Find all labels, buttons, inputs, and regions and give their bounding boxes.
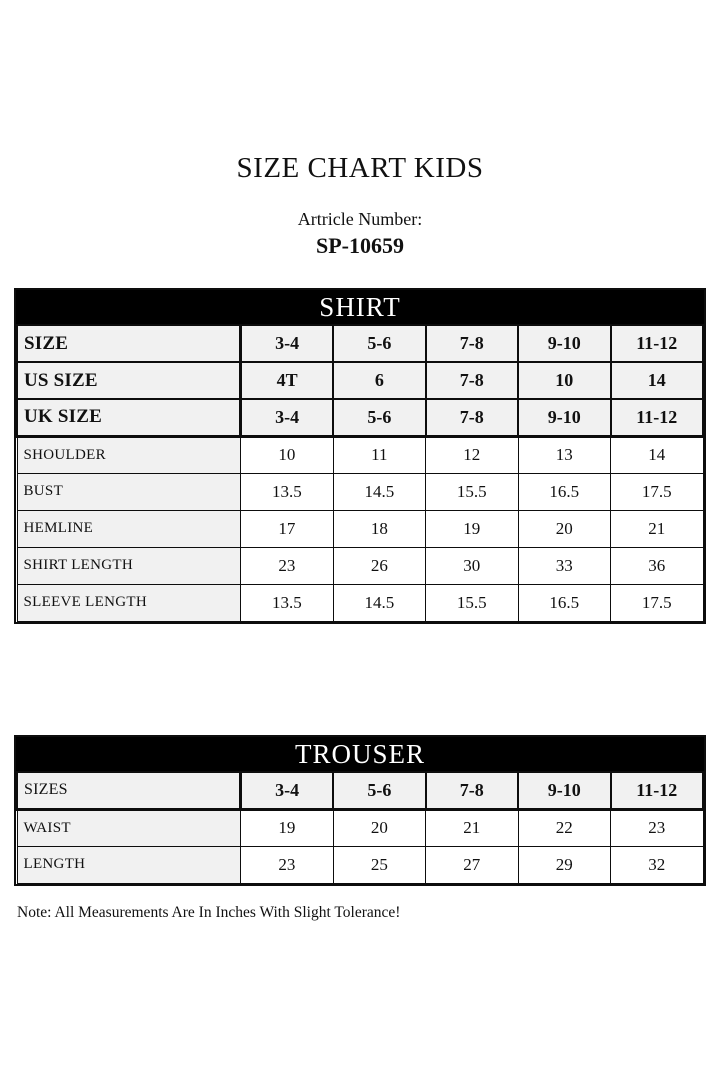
value-cell: 9-10 bbox=[518, 772, 610, 809]
value-cell: 10 bbox=[518, 362, 610, 399]
article-number-value: SP-10659 bbox=[316, 233, 404, 258]
shirt-table-banner: SHIRT bbox=[16, 290, 704, 324]
table-row bbox=[17, 325, 703, 362]
row-label: SHOULDER bbox=[17, 436, 241, 473]
value-cell: 23 bbox=[611, 809, 704, 846]
table-row bbox=[17, 362, 703, 399]
row-label: LENGTH bbox=[17, 846, 241, 883]
value-cell: 19 bbox=[241, 809, 333, 846]
value-cell: 30 bbox=[426, 547, 518, 584]
table-row bbox=[17, 510, 703, 547]
table-row bbox=[17, 473, 703, 510]
value-cell: 7-8 bbox=[426, 325, 518, 362]
value-cell: 25 bbox=[333, 846, 425, 883]
row-label: WAIST bbox=[17, 809, 241, 846]
value-cell: 14.5 bbox=[333, 584, 425, 621]
value-cell: 15.5 bbox=[426, 584, 518, 621]
row-label: UK SIZE bbox=[17, 399, 241, 436]
value-cell: 16.5 bbox=[518, 584, 610, 621]
value-cell: 27 bbox=[426, 846, 518, 883]
value-cell: 9-10 bbox=[518, 325, 610, 362]
value-cell: 3-4 bbox=[241, 399, 333, 436]
value-cell: 17 bbox=[241, 510, 333, 547]
row-label: SLEEVE LENGTH bbox=[17, 584, 241, 621]
article-number-label: Artricle Number: bbox=[297, 209, 423, 229]
trouser-table-banner: TROUSER bbox=[16, 737, 704, 771]
value-cell: 19 bbox=[426, 510, 518, 547]
value-cell: 15.5 bbox=[426, 473, 518, 510]
row-label: SHIRT LENGTH bbox=[17, 547, 241, 584]
value-cell: 7-8 bbox=[426, 399, 518, 436]
value-cell: 11-12 bbox=[611, 772, 704, 809]
value-cell: 22 bbox=[518, 809, 610, 846]
shirt-size-table-section bbox=[14, 288, 706, 624]
value-cell: 14.5 bbox=[333, 473, 425, 510]
row-label: US SIZE bbox=[17, 362, 241, 399]
row-label: HEMLINE bbox=[17, 510, 241, 547]
value-cell: 17.5 bbox=[611, 473, 704, 510]
value-cell: 3-4 bbox=[241, 772, 333, 809]
value-cell: 36 bbox=[611, 547, 704, 584]
value-cell: 23 bbox=[241, 547, 333, 584]
value-cell: 7-8 bbox=[426, 772, 518, 809]
value-cell: 17.5 bbox=[611, 584, 704, 621]
value-cell: 16.5 bbox=[518, 473, 610, 510]
value-cell: 21 bbox=[426, 809, 518, 846]
value-cell: 13 bbox=[518, 436, 610, 473]
row-label: BUST bbox=[17, 473, 241, 510]
value-cell: 14 bbox=[611, 436, 704, 473]
shirt-size-table bbox=[16, 324, 704, 622]
value-cell: 29 bbox=[518, 846, 610, 883]
value-cell: 14 bbox=[611, 362, 704, 399]
value-cell: 3-4 bbox=[241, 325, 333, 362]
value-cell: 9-10 bbox=[518, 399, 610, 436]
value-cell: 20 bbox=[518, 510, 610, 547]
trouser-size-table bbox=[16, 771, 704, 884]
value-cell: 6 bbox=[333, 362, 425, 399]
row-label: SIZE bbox=[17, 325, 241, 362]
value-cell: 5-6 bbox=[333, 399, 425, 436]
table-row bbox=[17, 772, 703, 809]
value-cell: 13.5 bbox=[241, 473, 333, 510]
table-row bbox=[17, 436, 703, 473]
value-cell: 21 bbox=[611, 510, 704, 547]
row-label: SIZES bbox=[17, 772, 241, 809]
value-cell: 11 bbox=[333, 436, 425, 473]
value-cell: 5-6 bbox=[333, 772, 425, 809]
value-cell: 11-12 bbox=[611, 399, 704, 436]
value-cell: 5-6 bbox=[333, 325, 425, 362]
table-row bbox=[17, 584, 703, 621]
value-cell: 23 bbox=[241, 846, 333, 883]
value-cell: 12 bbox=[426, 436, 518, 473]
value-cell: 33 bbox=[518, 547, 610, 584]
value-cell: 4T bbox=[241, 362, 333, 399]
value-cell: 18 bbox=[333, 510, 425, 547]
trouser-size-table-section bbox=[14, 735, 706, 886]
value-cell: 20 bbox=[333, 809, 425, 846]
value-cell: 13.5 bbox=[241, 584, 333, 621]
page-title: SIZE CHART KIDS bbox=[236, 152, 484, 184]
value-cell: 26 bbox=[333, 547, 425, 584]
value-cell: 11-12 bbox=[611, 325, 704, 362]
measurement-note: Note: All Measurements Are In Inches With Slight Tolerance! bbox=[17, 904, 401, 921]
table-row bbox=[17, 846, 703, 883]
table-row bbox=[17, 547, 703, 584]
table-row bbox=[17, 399, 703, 436]
value-cell: 7-8 bbox=[426, 362, 518, 399]
value-cell: 32 bbox=[611, 846, 704, 883]
value-cell: 10 bbox=[241, 436, 333, 473]
table-row bbox=[17, 809, 703, 846]
